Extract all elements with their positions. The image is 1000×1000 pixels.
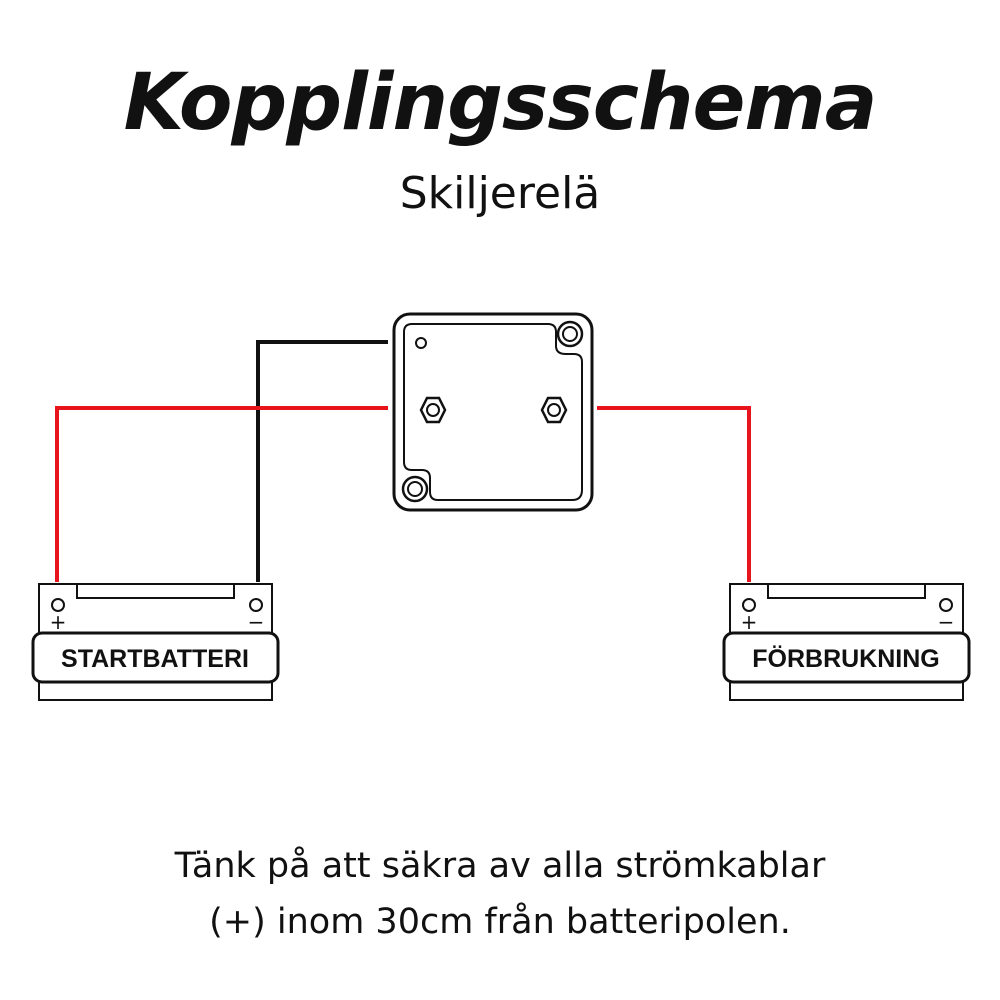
minus-sign: − xyxy=(247,610,265,634)
battery-consumer xyxy=(724,584,969,700)
negative-wire xyxy=(258,342,388,582)
safety-note xyxy=(0,838,1000,950)
positive-wire-start xyxy=(57,408,388,582)
safety-note-line-2: (+) inom 30cm från batteripolen. xyxy=(209,902,791,942)
battery-label-start: STARTBATTERI xyxy=(61,645,249,673)
battery-start xyxy=(33,584,278,700)
relay xyxy=(394,314,592,510)
safety-note-line-1: Tänk på att säkra av alla strömkablar xyxy=(174,846,826,886)
battery-label-consumer: FÖRBRUKNING xyxy=(752,645,940,673)
page-subtitle: Skiljerelä xyxy=(399,168,601,219)
plus-sign: + xyxy=(740,610,758,634)
page-title: Kopplingsschema xyxy=(123,58,877,148)
positive-wire-consumer xyxy=(597,408,749,582)
plus-sign: + xyxy=(49,610,67,634)
minus-sign: − xyxy=(937,610,955,634)
